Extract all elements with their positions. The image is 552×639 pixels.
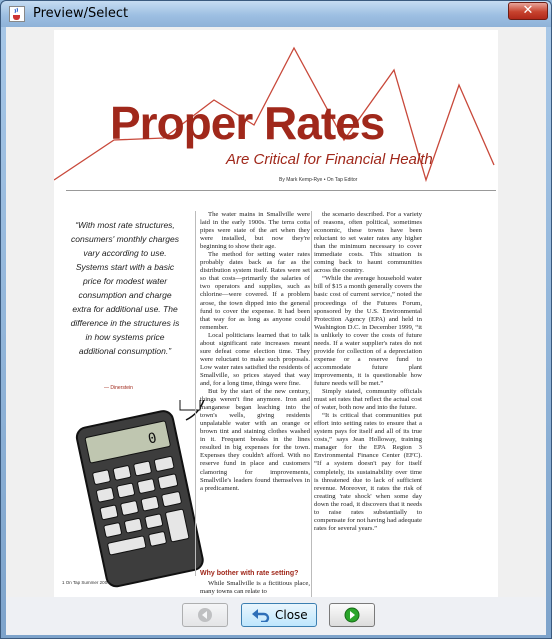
paragraph: The water mains in Smallville were laid in the early 1900s. The terra cotta pipes were state of the art when they were installed, but now they're beginning to show their age.: [200, 211, 310, 251]
quote-credit: — Dinerstein: [104, 385, 133, 391]
previous-button[interactable]: [182, 603, 228, 627]
paragraph: Simply stated, community officials must set rates that reflect the actual cost of water, both now and into the future.: [314, 388, 422, 412]
paragraph: “It is critical that communities put effort into setting rates to ensure that a system pays for itself and all of its true costs,” says Jean Holloway, training manager for the EPA Region 3 Environmental Finance Center (EFC). “If a system doesn't pay for itself completely, its sustainability over time is threatened due to lack of sufficient revenue. Moreover, it rates the risk of creating 'rate shock' when some day down the road, it discovers that it needs to raise rates substantially to compensate for not having had adequate rates for several years.”: [314, 412, 422, 532]
calculator-display: 0: [146, 430, 159, 448]
paragraph: “While the average household water bill of $15 a month generally covers the basic cost of current service,” noted the proceedings of the Futures Forum, sponsored by the U.S. Environmental Protection Agency (EPA) and held in Washington D.C. in December 1999, “it is unlikely to cover the costs of future needs. If a water supplier's rates do not provide for collection of a depreciation expense or a reserve fund to accommodate future plant improvements, it is questionable how future needs will be met.”: [314, 275, 422, 387]
arrow-right-icon: [344, 607, 360, 623]
close-label: Close: [275, 608, 308, 622]
next-button[interactable]: [329, 603, 375, 627]
paragraph: The method for setting water rates probably dates back as far as the distribution system itself. Rates were set so that costs—primarily the salaries of two operators and supplies, such as chlorine—were covered. If a problem arose, the town dipped into the general fund to cover the expense. It had been that way for as long as anyone could remember.: [200, 251, 310, 331]
document-preview[interactable]: [54, 30, 498, 597]
article-column-1: [200, 211, 310, 493]
calculator-illustration: [68, 400, 208, 590]
article-subhead: Are Critical for Financial Health: [226, 151, 433, 168]
paragraph: Local politicians learned that to talk about significant rate increases meant sure defeat come election time. They were reluctant to make such proposals. Low water rates satisfied the residents of Smallville, so prices stayed that way and, for a long time, things were fine.: [200, 331, 310, 387]
close-window-button[interactable]: ✕: [508, 2, 548, 20]
article-headline: Proper Rates: [110, 97, 385, 149]
article-column-2: [314, 211, 422, 533]
section-heading: Why bother with rate setting?: [200, 570, 299, 577]
article-column-1-continued: [200, 580, 310, 596]
close-button[interactable]: [241, 603, 317, 627]
window-title: Preview/Select: [33, 6, 129, 21]
article-byline: By Mark Kemp-Rye • On Tap Editor: [279, 177, 358, 183]
paragraph: But by the start of the new century, things weren't fine anymore. Iron and manganese began leaching into the town's wells, giving residents unpalatable water with an orange or brown tint and staining clothes washed in it. Frequent breaks in the lines resulted in big expenses for the town. Expenses they couldn't afford. With no reserve fund in place and customers clamoring for improvements, Smallville's leaders found themselves in a predicament.: [200, 388, 310, 492]
undo-arrow-icon: [252, 608, 270, 622]
column-divider: [311, 211, 312, 597]
column-divider: [195, 211, 196, 576]
title-bar[interactable]: [1, 1, 551, 27]
paragraph: the scenario described. For a variety of reasons, often political, sometimes economic, these towns have been reluctant to set water rates any higher than the minimum necessary to cover immediate costs. This situation is coming back to haunt communities across the country.: [314, 211, 422, 275]
arrow-left-icon: [197, 607, 213, 623]
page-footer: 1 On Tap Summer 2004: [62, 580, 110, 585]
divider: [66, 190, 496, 191]
java-cup-icon: [9, 6, 25, 22]
paragraph: While Smallville is a fictitious place, many towns can relate to: [200, 580, 310, 596]
pull-quote: “With most rate structures, consumers' monthly charges vary according to use. Systems start with a basic price for modest water consumption and charge extra for additional use. The difference in the structures is in how systems price additional consumption.”: [70, 220, 180, 356]
